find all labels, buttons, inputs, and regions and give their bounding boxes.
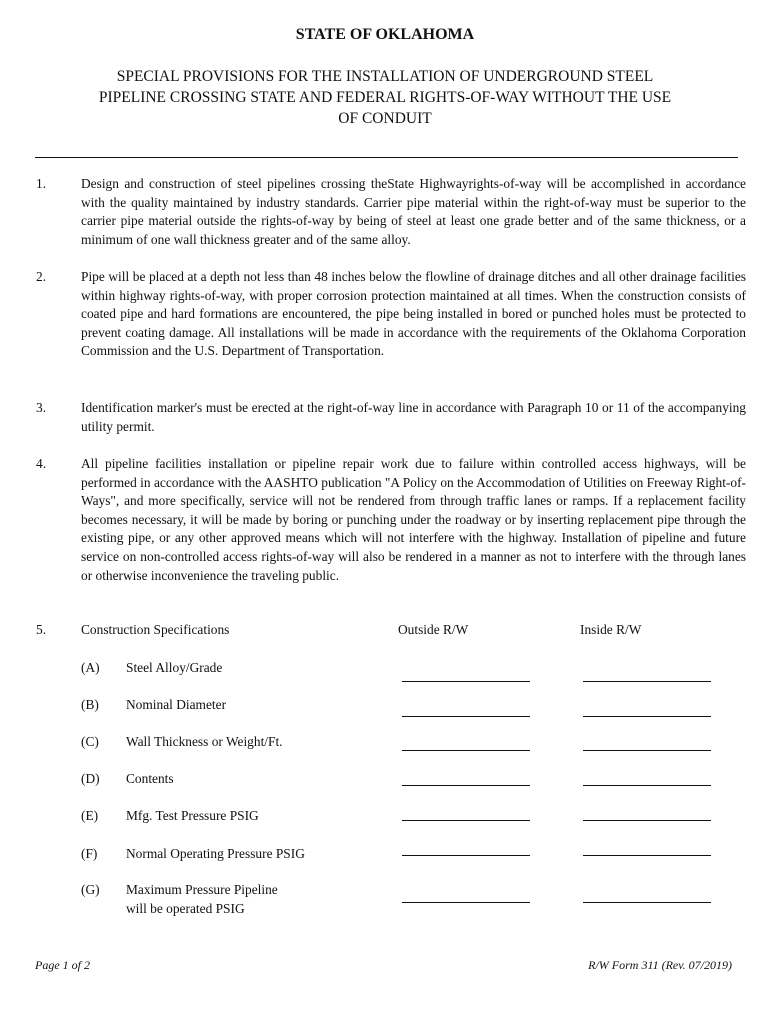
- spec-letter: (D): [81, 771, 100, 786]
- document-title: [40, 66, 730, 129]
- operating-pressure-outside-field[interactable]: [402, 855, 530, 856]
- nominal-diameter-outside-field[interactable]: [402, 716, 530, 717]
- operating-pressure-inside-field[interactable]: [583, 855, 711, 856]
- steel-alloy-inside-field[interactable]: [583, 681, 711, 682]
- spec-letter: (B): [81, 697, 99, 712]
- test-pressure-outside-field[interactable]: [402, 820, 530, 821]
- title-divider: [35, 157, 738, 158]
- spec-label: Wall Thickness or Weight/Ft.: [126, 734, 283, 749]
- test-pressure-inside-field[interactable]: [583, 820, 711, 821]
- provision-text: Identification marker's must be erected at the right-of-way line in accordance with Paragraph 10 or 11 of the accompanying utility permit.: [81, 400, 746, 434]
- provision-number: 1.: [36, 176, 47, 191]
- maximum-pressure-outside-field[interactable]: [402, 902, 530, 903]
- spec-label: Normal Operating Pressure PSIG: [126, 846, 305, 861]
- spec-label: Mfg. Test Pressure PSIG: [126, 808, 259, 823]
- provision-text: Design and construction of steel pipelines crossing theState Highwayrights-of-way will be accomplished in accordance with the quality maintained by industry standards. Carrier pipe material within the right-of-way must be superior to the carrier pipe material outside the rights-of-way by being of steel at least one grade better and of the same thickness, or a minimum of one wall thickness greater and of the same alloy.: [81, 176, 746, 247]
- spec-label: Contents: [126, 771, 174, 786]
- spec-letter: (E): [81, 808, 99, 823]
- form-number: R/W Form 311 (Rev. 07/2019): [588, 958, 732, 972]
- spec-letter: (A): [81, 660, 100, 675]
- provision-number: 2.: [36, 269, 47, 284]
- state-title: STATE OF OKLAHOMA: [295, 26, 475, 43]
- provision-number: 4.: [36, 456, 47, 471]
- column-header-inside: Inside R/W: [580, 622, 642, 637]
- provision-text: All pipeline facilities installation or pipeline repair work due to failure within controlled access highways, will be performed in accordance with the AASHTO publication "A Policy on the Accommodation of Utilities on Freeway Right-of-Ways", and more specifically, service will not be rendered from through traffic lanes or ramps. If a replacement facility becomes necessary, it will be made by boring or punching under the roadway or by inserting replacement pipe through the existing pipe, or any other approved means which will not interfere with the highway. Installation of pipeline and future service on non-controlled access rights-of-way will also be rendered in a manner as not to interfere with the through lanes or otherwise inconvenience the traveling public.: [81, 456, 746, 583]
- spec-letter: (F): [81, 846, 98, 861]
- spec-label: Nominal Diameter: [126, 697, 227, 712]
- spec-label: [126, 881, 386, 918]
- wall-thickness-inside-field[interactable]: [583, 750, 711, 751]
- spec-label: Steel Alloy/Grade: [126, 660, 223, 675]
- column-header-outside: Outside R/W: [398, 622, 469, 637]
- spec-label-line: will be operated PSIG: [126, 900, 245, 916]
- contents-outside-field[interactable]: [402, 785, 530, 786]
- provision-number: 5.: [36, 622, 47, 637]
- wall-thickness-outside-field[interactable]: [402, 750, 530, 751]
- provision-text: Pipe will be placed at a depth not less than 48 inches below the flowline of drainage ditches and all other drainage facilities within highway rights-of-way, with proper corrosion protection maintained at all times. When the construction consists of coated pipe and hard formations are encountered, the pipe being installed in bored or punched holes must be protected to prevent coating damage. All installations will be made in accordance with the requirements of the Oklahoma Corporation Commission and the U.S. Department of Transportation.: [81, 269, 746, 359]
- title-line: PIPELINE CROSSING STATE AND FEDERAL RIGHTS-OF-WAY WITHOUT THE USE: [98, 89, 672, 106]
- spec-letter: (G): [81, 882, 100, 897]
- title-line: SPECIAL PROVISIONS FOR THE INSTALLATION OF UNDERGROUND STEEL: [116, 68, 654, 85]
- title-line: OF CONDUIT: [338, 110, 432, 127]
- maximum-pressure-inside-field[interactable]: [583, 902, 711, 903]
- spec-letter: (C): [81, 734, 99, 749]
- page-number: Page 1 of 2: [35, 958, 90, 972]
- steel-alloy-outside-field[interactable]: [402, 681, 530, 682]
- provision-number: 3.: [36, 400, 47, 415]
- contents-inside-field[interactable]: [583, 785, 711, 786]
- specifications-label: Construction Specifications: [81, 622, 230, 637]
- spec-label-line: Maximum Pressure Pipeline: [126, 882, 278, 897]
- nominal-diameter-inside-field[interactable]: [583, 716, 711, 717]
